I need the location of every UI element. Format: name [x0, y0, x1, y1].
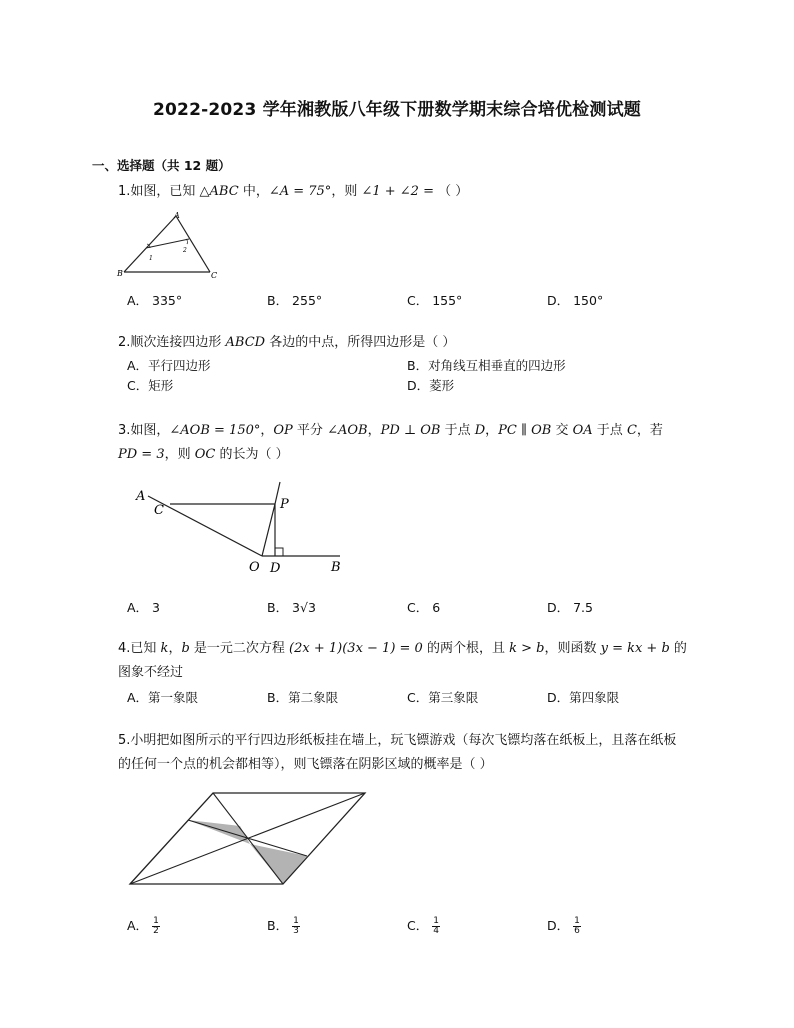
q4-text: 的	[669, 641, 687, 656]
q3-text: ，若	[636, 423, 663, 438]
question-5-stem	[118, 729, 706, 777]
q3-math: PD ⊥ OB	[380, 423, 441, 438]
exam-title: 2022-2023 学年湘教版八年级下册数学期末综合培优检测试题	[152, 100, 641, 120]
q1-label-A: A	[174, 211, 180, 220]
q5-option-c[interactable]	[407, 916, 440, 936]
q5-fraction	[152, 917, 160, 936]
fraction-denominator: 2	[153, 926, 159, 936]
q5-option-d[interactable]	[547, 916, 581, 936]
q2-option-b[interactable]: B．对角线互相垂直的四边形	[407, 358, 566, 373]
q1-figure-triangle	[116, 208, 226, 280]
q1-label-1: 1	[149, 255, 153, 262]
q1-text: ，则	[331, 184, 362, 199]
q5-option-label: B．	[267, 918, 289, 933]
q4-option-b[interactable]: B．第二象限	[267, 690, 339, 705]
q3-math: OC	[194, 447, 216, 462]
q4-option-c[interactable]: C．第三象限	[407, 690, 479, 705]
q5-fraction	[573, 917, 581, 936]
q3-label-C: C	[154, 503, 164, 518]
q4-math: (2x + 1)(3x − 1) = 0	[289, 641, 423, 656]
q3-math: OA	[572, 423, 593, 438]
q3-label-D: D	[270, 561, 281, 576]
q2-text: 各边的中点，所得四边形是（ ）	[265, 335, 456, 350]
q2-option-c[interactable]: C．矩形	[127, 378, 174, 393]
q3-math: D	[474, 423, 486, 438]
q1-label-C: C	[211, 271, 218, 280]
q5-option-label: D．	[547, 918, 570, 933]
q1-text: 1.如图，已知	[118, 184, 200, 199]
q1-option-a[interactable]: A． 335°	[127, 293, 183, 308]
q2-option-d[interactable]: D．菱形	[407, 378, 455, 393]
q3-figure-angle	[130, 478, 360, 578]
q2-math-quad: ABCD	[225, 335, 266, 350]
question-3-stem	[118, 419, 706, 467]
q3-text: ，	[260, 423, 274, 438]
q3-text: 平分	[292, 423, 328, 438]
q1-math-angle: ∠A = 75°	[268, 184, 332, 199]
q1-option-c[interactable]: C． 155°	[407, 293, 463, 308]
question-1-stem	[118, 180, 706, 204]
q4-text: 4.已知	[118, 641, 161, 656]
fraction-denominator: 4	[433, 926, 439, 936]
q3-math: PD = 3	[118, 447, 165, 462]
q5-text: 5.小明把如图所示的平行四边形纸板挂在墙上，玩飞镖游戏（每次飞镖均落在纸板上，且落在纸板	[118, 733, 677, 748]
q5-option-label: C．	[407, 918, 429, 933]
q3-option-b[interactable]: B． 3√3	[267, 600, 316, 615]
q1-label-B: B	[117, 269, 123, 278]
q4-math: y = kx + b	[600, 641, 670, 656]
fraction-denominator: 3	[293, 926, 299, 936]
q3-text: ，	[485, 423, 499, 438]
q4-text: 图象不经过	[118, 665, 184, 680]
q3-math: C	[626, 423, 637, 438]
q5-text: 的任何一个点的机会都相等），则飞镖落在阴影区域的概率是（ ）	[118, 757, 493, 772]
q4-text: ，	[168, 641, 182, 656]
question-2-stem	[118, 331, 706, 355]
q4-math: k	[160, 641, 169, 656]
fraction-denominator: 6	[574, 926, 580, 936]
q2-text: 2.顺次连接四边形	[118, 335, 226, 350]
q3-text: 于点	[592, 423, 627, 438]
q3-text: 的长为（ ）	[215, 447, 289, 462]
q5-option-b[interactable]	[267, 916, 300, 936]
q4-option-d[interactable]: D．第四象限	[547, 690, 620, 705]
section-heading: 一、选择题（共 12 题）	[92, 158, 231, 173]
q1-label-2: 2	[183, 247, 187, 254]
q3-label-A: A	[136, 489, 146, 504]
q5-figure-parallelogram	[125, 790, 370, 890]
q4-text: 的两个根，且	[422, 641, 510, 656]
q4-math: b	[181, 641, 190, 656]
q2-option-a[interactable]: A．平行四边形	[127, 358, 211, 373]
fraction-numerator: 1	[433, 916, 439, 926]
q3-text: 交	[551, 423, 573, 438]
q5-option-label: A．	[127, 918, 149, 933]
q3-text: 于点	[440, 423, 475, 438]
fraction-numerator: 1	[574, 916, 580, 926]
q4-text: ，则函数	[544, 641, 601, 656]
q4-option-a[interactable]: A．第一象限	[127, 690, 199, 705]
q3-label-B: B	[331, 560, 341, 575]
q3-label-P: P	[280, 497, 289, 512]
q3-label-O: O	[249, 560, 260, 575]
fraction-numerator: 1	[153, 916, 159, 926]
q3-text: ，	[367, 423, 381, 438]
q3-option-c[interactable]: C． 6	[407, 600, 441, 615]
q5-option-a[interactable]	[127, 916, 160, 936]
q1-math-ask: ∠1 + ∠2 =	[361, 184, 434, 199]
q1-option-d[interactable]: D． 150°	[547, 293, 604, 308]
q4-math: k > b	[509, 641, 545, 656]
q5-fraction	[432, 917, 440, 936]
fraction-numerator: 1	[293, 916, 299, 926]
q5-fraction	[292, 917, 300, 936]
q3-math: PC ∥ OB	[498, 423, 552, 438]
q3-math: ∠AOB = 150°	[169, 423, 261, 438]
q1-option-b[interactable]: B． 255°	[267, 293, 323, 308]
q3-math: ∠AOB	[327, 423, 368, 438]
q1-math-triangle: △ABC	[199, 184, 239, 199]
q1-text: （ ）	[433, 184, 469, 199]
q3-text: ，则	[164, 447, 195, 462]
q3-option-d[interactable]: D． 7.5	[547, 600, 593, 615]
q4-text: 是一元二次方程	[189, 641, 290, 656]
q1-text: 中，	[238, 184, 269, 199]
q3-option-a[interactable]: A． 3	[127, 600, 160, 615]
q2-options	[127, 356, 687, 396]
q3-math: OP	[273, 423, 293, 438]
question-4-stem	[118, 637, 706, 685]
q3-text: 3.如图，	[118, 423, 170, 438]
